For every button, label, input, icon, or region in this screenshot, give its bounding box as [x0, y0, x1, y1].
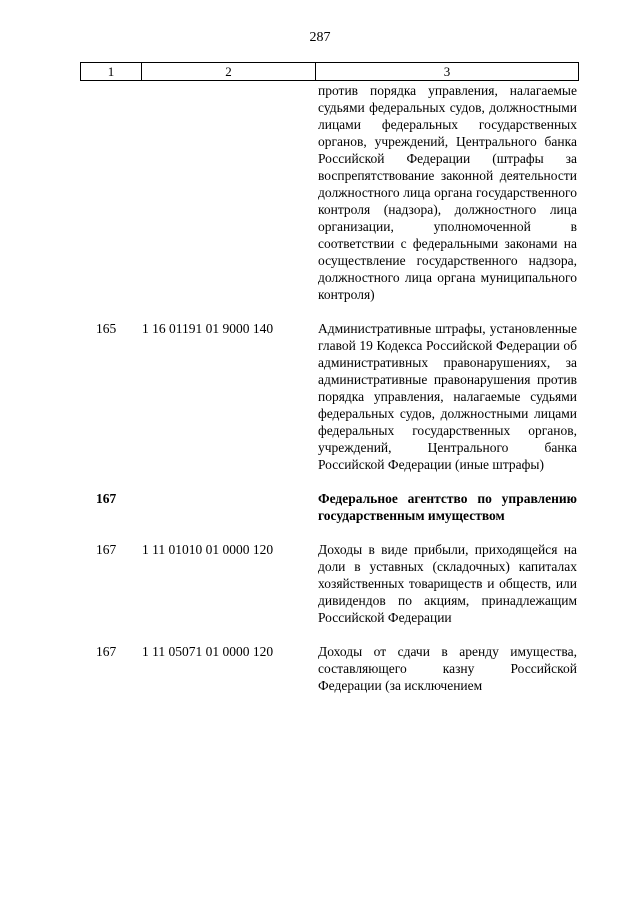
row-description: Доходы от сдачи в аренду имущества, составляющего казну Российской Федерации (за исключением — [318, 644, 577, 693]
row-number — [80, 82, 140, 303]
row-number: 167 — [96, 491, 117, 506]
table-row-section — [80, 490, 577, 524]
table-row — [80, 320, 577, 473]
column-header-1: 1 — [81, 63, 142, 81]
table-header — [80, 62, 579, 81]
column-header-3: 3 — [316, 63, 579, 81]
page-number: 287 — [309, 30, 331, 45]
row-number: 167 — [96, 542, 117, 557]
budget-code — [140, 82, 318, 303]
section-title: Федеральное агентство по управлению государственным имуществом — [318, 491, 577, 523]
budget-code — [140, 490, 318, 524]
row-description: Доходы в виде прибыли, приходящейся на доли в уставных (складочных) капиталах хозяйственных товариществ и обществ, или дивидендов по акциям, принадлежащим Российской Федерации — [318, 542, 577, 625]
budget-code: 1 11 01010 01 0000 120 — [142, 542, 274, 557]
row-description: против порядка управления, налагаемые судьями федеральных судов, должностными лицами федеральных государственных органов, учреждений, Центрального банка Российской Федерации (штрафы за воспрепятствование законной деятельности должностного лица органа государственного контроля (надзора), должностного лица организации, уполномоченной в соответствии с федеральными законами на осуществление государственного надзора, должностного лица органа муниципального контроля) — [318, 83, 577, 302]
row-description: Административные штрафы, установленные главой 19 Кодекса Российской Федерации об административных правонарушениях, за административные правонарушения против порядка управления, налагаемые судьями федеральных судов, должностными лицами федеральных государственных органов, учреждений, Центрального банка Российской Федерации (иные штрафы) — [318, 321, 577, 472]
table-row — [80, 82, 577, 303]
column-header-2: 2 — [142, 63, 316, 81]
table-row — [80, 541, 577, 626]
row-number: 167 — [96, 644, 117, 659]
table-body — [80, 82, 577, 694]
budget-code: 1 11 05071 01 0000 120 — [142, 644, 274, 659]
row-number: 165 — [96, 321, 117, 336]
table-row — [80, 643, 577, 694]
budget-code: 1 16 01191 01 9000 140 — [142, 321, 274, 336]
